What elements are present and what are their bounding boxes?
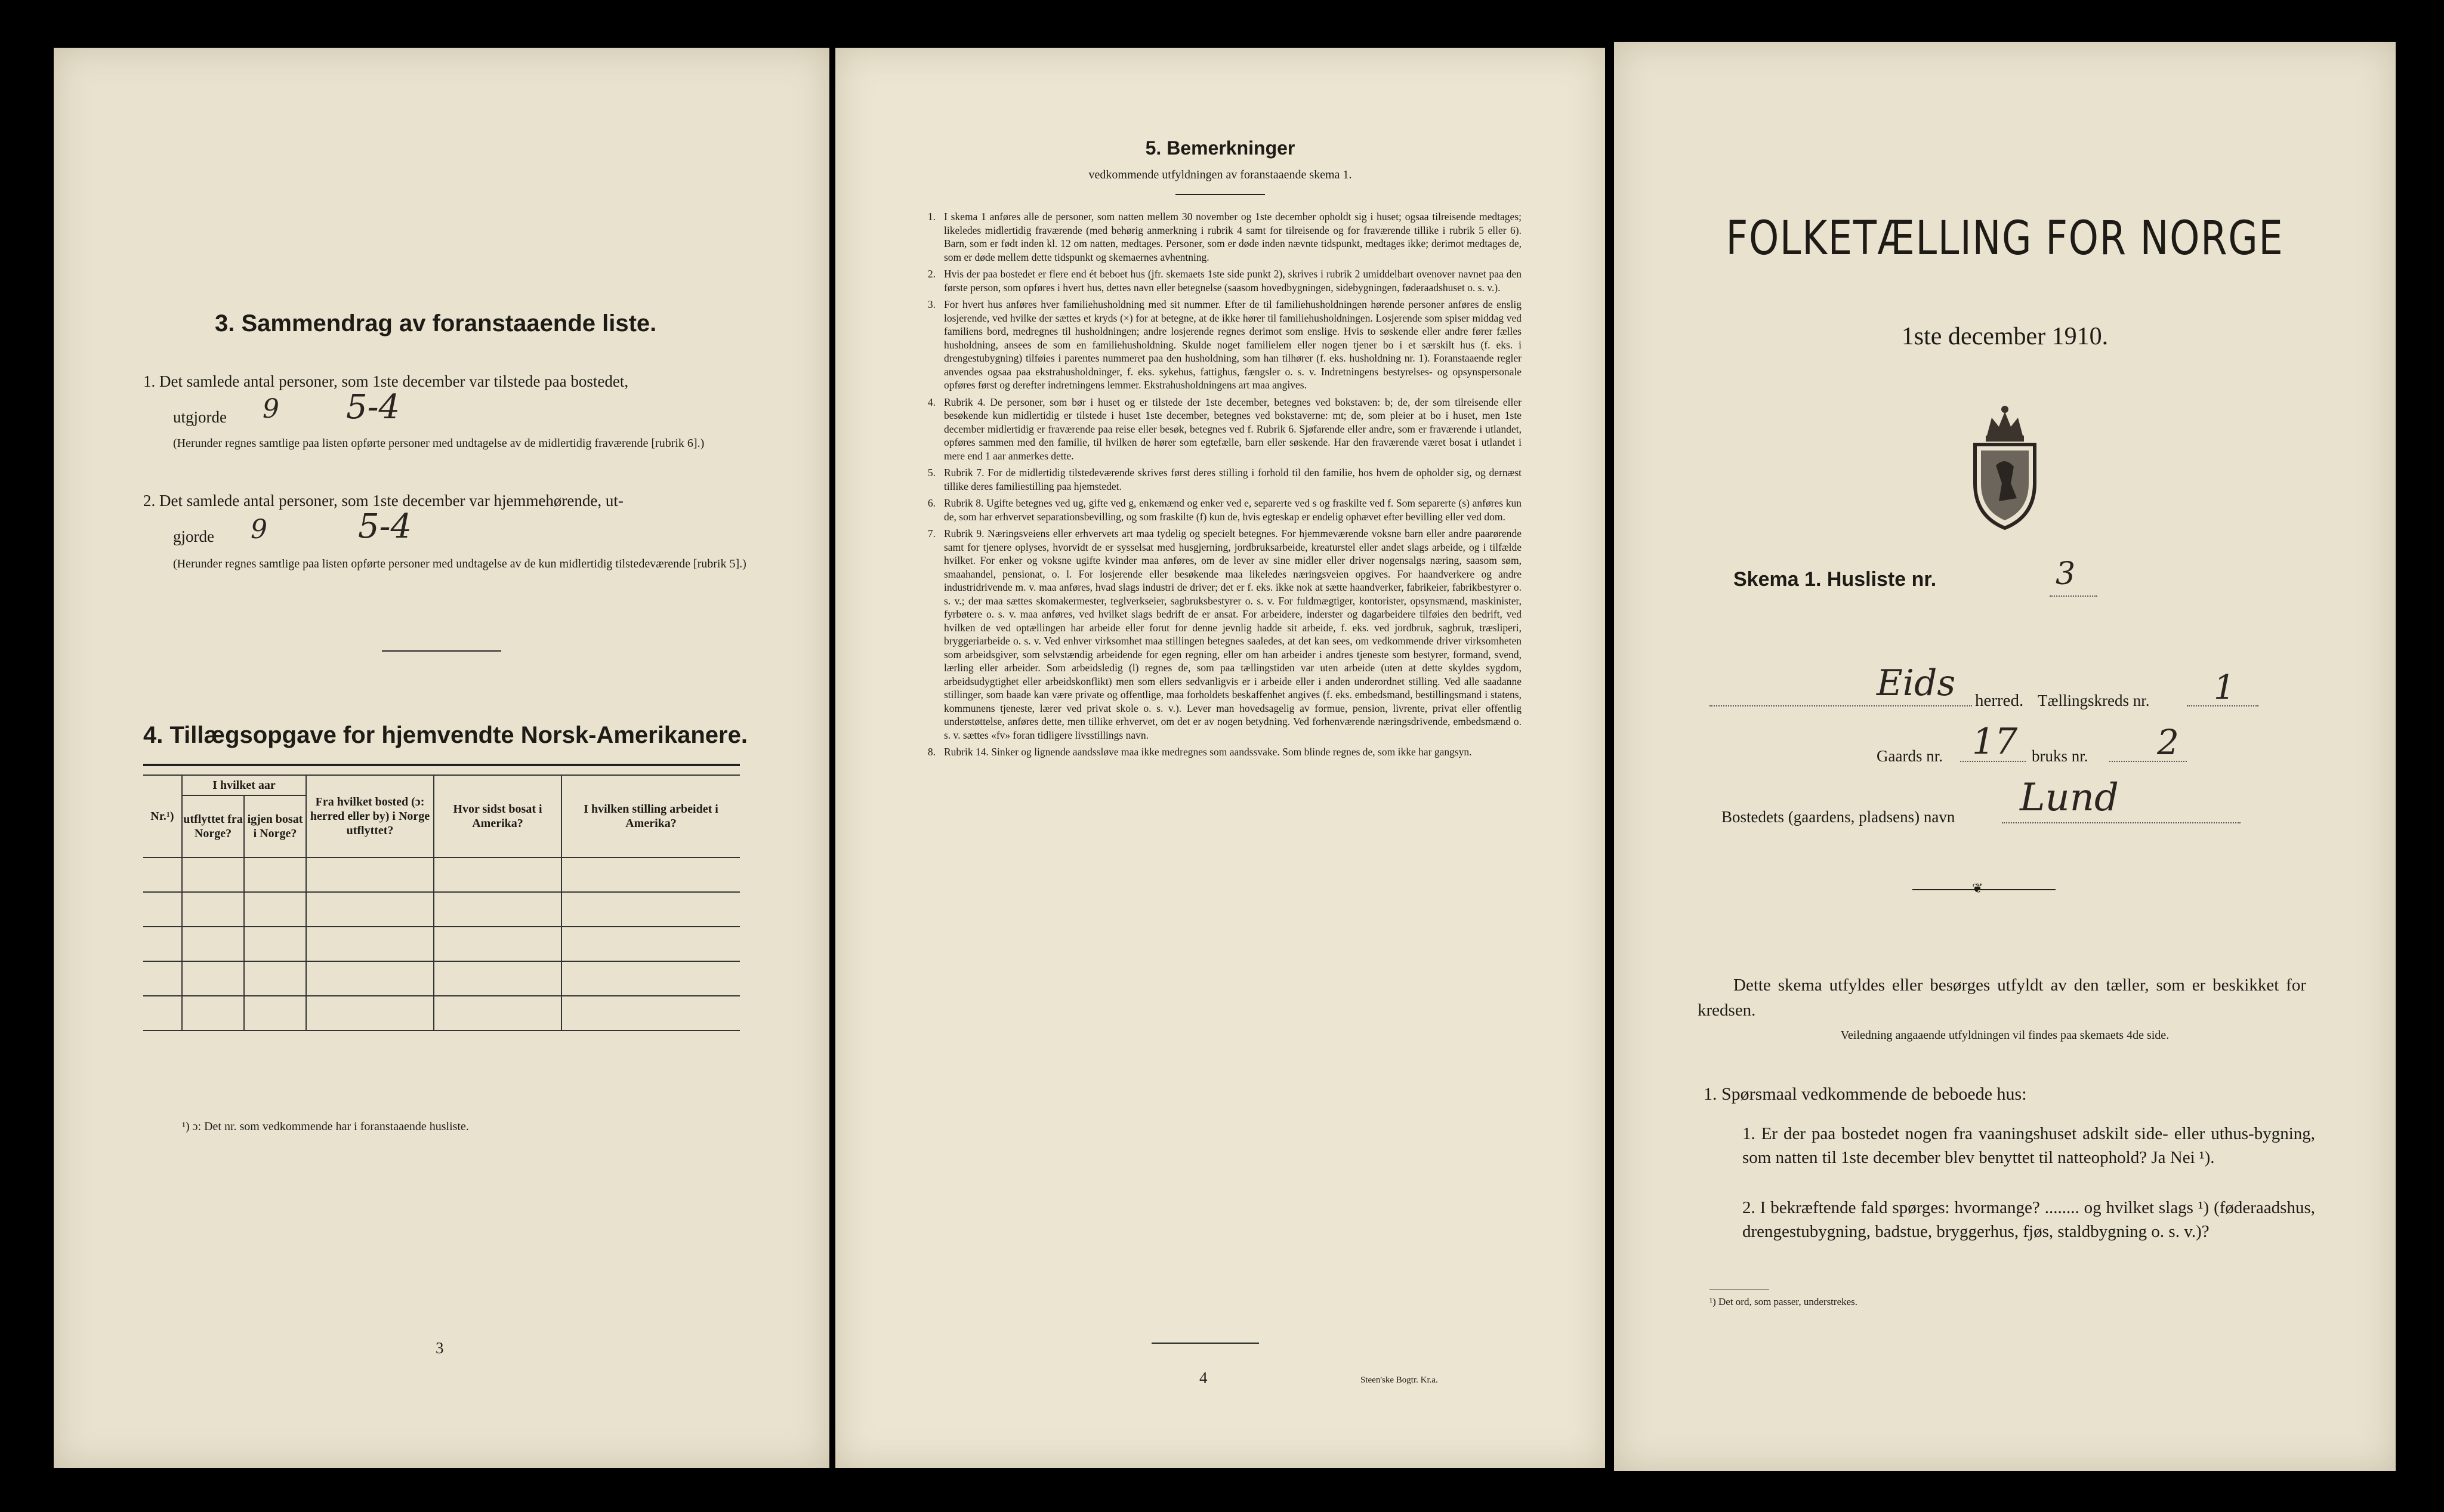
gaards-line bbox=[1960, 761, 2026, 762]
bruks-label: bruks nr. bbox=[2032, 747, 2088, 765]
note-item: 5. Rubrik 7. For de midlertidig tilstedeværende skrives først deres stilling i forhold til den familie, hos hvem de opholder sig, og dernæst tillike deres familiestilling paa hjemstedet. bbox=[927, 467, 1522, 492]
item1-value: 9 bbox=[263, 394, 279, 424]
table-row bbox=[143, 892, 740, 927]
census-date: 1ste december 1910. bbox=[1901, 323, 2109, 350]
item1-handwritten: 5-4 bbox=[346, 388, 400, 427]
gaards-value: 17 bbox=[1972, 721, 2018, 763]
table-row bbox=[143, 961, 740, 996]
remarks-title: 5. Bemerkninger bbox=[1145, 137, 1295, 159]
intro-text: Dette skema utfyldes eller besørges utfyldt av den tæller, som er beskikket for kredsen. bbox=[1698, 976, 2306, 1020]
table-row bbox=[143, 996, 740, 1030]
note-item: 4. Rubrik 4. De personer, som bør i huset og er tilstede der 1ste december, betegnes ved bokstaven: b; de, der som tilreisende eller besøkende kun midlertidig er tilstede i huset 1ste december, betegnes ved bokstaverne: mt; de, som pleier at bo i huset, men 1ste december midlertidig er fraværende paa reise eller besøk, betegnes ved f. Rubrik 6. Sjøfarende eller andre, som er fraværende i utlandet, opføres sammen med den familie, til hvilken de hører som egtefælle, barn eller søskende. Har den fraværende været bosat i utlandet i mere end 1 aar anmerkes dette. bbox=[927, 396, 1522, 462]
col-nr: Nr.¹) bbox=[143, 775, 182, 857]
note-item: 8. Rubrik 14. Sinker og lignende aandssløve maa ikke medregnes som aandssvake. Som blinde regnes de, som ikke har gangsyn. bbox=[927, 746, 1472, 758]
item2-value: 9 bbox=[251, 514, 267, 545]
section4-title: 4. Tillægsopgave for hjemvendte Norsk-Amerikanere. bbox=[143, 722, 748, 748]
item2-text: 2. Det samlede antal personer, som 1ste december var hjemmehørende, ut- bbox=[143, 492, 624, 510]
note-item: 2. Hvis der paa bostedet er flere end ét beboet hus (jfr. skemaets 1ste side punkt 2), skrives i rubrik 2 umiddelbart ovenover navnet paa den første person, som opføres i hvert hus, dettes navn eller betegnelse (saasom hovedbygningen, sidebygningen, føderaadshuset o. s. v.). bbox=[927, 268, 1522, 294]
question-1: 1. Er der paa bostedet nogen fra vaaningshuset adskilt side- eller uthus-bygning, som natten til 1ste december blev benyttet til natteophold? Ja Nei ¹). bbox=[1742, 1124, 2315, 1167]
col-stilling: I hvilken stilling arbeidet i Amerika? bbox=[561, 775, 740, 857]
table-row bbox=[143, 857, 740, 892]
herred-line bbox=[1709, 705, 1972, 706]
remarks-list bbox=[919, 210, 1522, 763]
item1-text: 1. Det samlede antal personer, som 1ste december var tilstede paa bostedet, bbox=[143, 372, 629, 390]
husliste-line bbox=[2050, 595, 2097, 597]
q1-options: Ja Nei ¹). bbox=[2151, 1148, 2215, 1167]
item2-note: (Herunder regnes samtlige paa listen opførte personer med undtagelse av de kun midlertidig tilstedeværende [rubrik 5].) bbox=[173, 557, 746, 570]
page-left bbox=[54, 48, 829, 1468]
kreds-value: 1 bbox=[2214, 668, 2235, 707]
col-fra-bosted: Fra hvilket bosted (ɔ: herred eller by) i Norge utflyttet? bbox=[306, 775, 434, 857]
col-group-year: I hvilket aar bbox=[182, 775, 306, 795]
footnote: ¹) ɔ: Det nr. som vedkommende har i foranstaaende husliste. bbox=[182, 1120, 469, 1133]
bruks-value: 2 bbox=[2157, 722, 2179, 763]
question-header: 1. Spørsmaal vedkommende de beboede hus: bbox=[1704, 1084, 2027, 1104]
item1-note: (Herunder regnes samtlige paa listen opførte personer med undtagelse av de midlertidig fraværende [rubrik 6].) bbox=[173, 437, 705, 450]
kreds-label: Tællingskreds nr. bbox=[2038, 692, 2150, 709]
note-item: 1. I skema 1 anføres alle de personer, som natten mellem 30 november og 1ste december opholdt sig i huset; ogsaa tilreisende medtages; likeledes midlertidig fraværende (med behørig anmerkning i rubrik 4 samt for tilreisende og for fraværende tillike i rubrik 5 eller 6). Barn, som er født inden kl. 12 om natten, medtages. Personer, som er døde inden nævnte tidspunkt, medtages ikke; derimot medtages de, som er døde mellem dette tidspunkt og skemaernes avhentning. bbox=[927, 211, 1522, 263]
gaards-label: Gaards nr. bbox=[1877, 747, 1943, 765]
herred-label: herred. bbox=[1975, 691, 2024, 710]
bosted-line bbox=[2002, 822, 2241, 823]
page-number: 3 bbox=[436, 1339, 444, 1357]
item2-prefix: gjorde bbox=[173, 527, 214, 545]
ornament-icon: ❦ bbox=[1972, 881, 1983, 896]
bruks-line bbox=[2109, 761, 2187, 762]
census-title: FOLKETÆLLING FOR NORGE bbox=[1726, 212, 2284, 266]
divider bbox=[1152, 1343, 1259, 1344]
bosted-label: Bostedets (gaardens, pladsens) navn bbox=[1721, 808, 1955, 826]
remarks-subtitle: vedkommende utfyldningen av foranstaaende skema 1. bbox=[1088, 168, 1352, 181]
col-igjen-bosat: igjen bosat i Norge? bbox=[244, 795, 306, 857]
husliste-nr: 3 bbox=[2056, 556, 2076, 592]
printer-mark: Steen'ske Bogtr. Kr.a. bbox=[1360, 1375, 1438, 1385]
coat-of-arms-icon bbox=[1963, 394, 2047, 531]
divider bbox=[1912, 889, 2056, 890]
norsk-amerikanere-table bbox=[143, 774, 740, 1031]
bosted-value: Lund bbox=[2020, 776, 2119, 820]
page-middle bbox=[835, 48, 1605, 1468]
col-sidst-bosat: Hvor sidst bosat i Amerika? bbox=[434, 775, 561, 857]
table-row bbox=[143, 927, 740, 961]
section3-title: 3. Sammendrag av foranstaaende liste. bbox=[215, 310, 657, 337]
page-right bbox=[1614, 42, 2396, 1471]
divider bbox=[382, 650, 501, 652]
skema-label: Skema 1. Husliste nr. bbox=[1733, 568, 1937, 591]
item2-handwritten: 5-4 bbox=[358, 507, 412, 546]
note-item: 7. Rubrik 9. Næringsveiens eller erhvervets art maa tydelig og specielt betegnes. For hjemmeværende voksne barn eller andre paarørende samt for tjenere oplyses, hvorvidt de er sysselsat med husgjerning, jordbruksarbeide, kreaturstel eller andet slags arbeide, og i tilfælde hvilket. For enker og voksne ugifte kvinder maa anføres, om de lever av sine midler eller driver nogensalgs næring, saasom søm, smaahandel, pensionat, o. l. For losjerende eller besøkende maa likeledes næringsveien opgives. For haandverkere og andre industridrivende m. v. maa anføres, hvad slags industri de driver; det er f. eks. ikke nok at sætte haandverker, fabrikeier, fabrikbestyrer o. s. v.; der maa sættes skomakermester, teglverkseier, sagbruksbestyrer o. s. v. For fuldmægtiger, kontorister, opsynsmænd, maskinister, fyrbøtere o. s. v. maa anføres, ved hvilket slags bedrift de er ansat. For arbeidere, inderster og dagarbeidere tilføies den bedrift, ved hvilken de ved optællingen har arbeide eller forut for denne jevnlig hadde sit arbeide, f. eks. ved jordbruk, sagbruk, træsliperi, bryggeriarbeide o. s. v. Ved enhver virksomhet maa stillingen betegnes saaledes, at det kan sees, om vedkommende driver virksomheten som arbeidsgiver, som selvstændig arbeidende for egen regning, eller om han arbeider i andres tjeneste som bestyrer, formand, svend, lærling eller arbeider. Som arbeidsledig (l) regnes de, som paa tællingstiden var uten arbeide (uten at dette skyldes sygdom, arbeidsudygtighet eller arbeidskonflikt) men som ellers sedvanligvis er i arbeide eller i anden underordnet stilling. Ved alle saadanne stillinger, som baade kan være private og offentlige, maa forholdets beskaffenhet angives (f. eks. embedsmand, bestillingsmand i statens, kommunens tjeneste, lærer ved privat skole o. s. v.). Lever man hovedsagelig av formue, pension, livrente, privat eller offentlig understøttelse, anføres dette, men tillike erhvervet, om det er av nogen betydning. Ved forhenværende næringsdrivende, embedsmænd o. s. v. sættes «fv» foran tidligere livsstillings navn. bbox=[927, 527, 1522, 741]
question-2: 2. I bekræftende fald spørges: hvormange? ........ og hvilket slags ¹) (føderaadshus, drengestubygning, badstue, bryggerhus, fjøs, staldbygning o. s. v.)? bbox=[1742, 1198, 2315, 1241]
intro-small: Veiledning angaaende utfyldningen vil findes paa skemaets 4de side. bbox=[1840, 1029, 2170, 1042]
footnote: ¹) Det ord, som passer, understrekes. bbox=[1709, 1296, 1858, 1307]
col-utflyttet: utflyttet fra Norge? bbox=[182, 795, 244, 857]
note-item: 3. For hvert hus anføres hver familiehusholdning med sit nummer. Efter de til familiehusholdningen hørende personer anføres de enslig losjerende, ved hvilke der sættes et kryds (×) for at betegne, at de ikke hører til familiehusholdningen. Losjerende som spiser middag ved familiens bord, medregnes til husholdningen; andre losjerende regnes derimot som enslige. Hvis to søskende eller andre fører fælles husholdning, ansees de som en familiehusholdning. Skulde noget familielem eller nogen tjener bo i et særskilt hus (f. eks. i drengestubygning) tilføies i parentes nummeret paa den husholdning, som han tilhører (f. eks. husholdning nr. 1). Foranstaaende regler anvendes ogsaa paa ekstrahusholdninger, f. eks. sykehus, fattighus, fængsler o. s. v. Indretningens bestyrelses- og opsynspersonale opføres først og derefter indretningens lemmer. Ekstrahusholdningens art maa angives. bbox=[927, 298, 1522, 391]
divider bbox=[1175, 194, 1265, 195]
table-top-rule bbox=[143, 764, 740, 766]
item1-prefix: utgjorde bbox=[173, 408, 227, 426]
page-number: 4 bbox=[1199, 1369, 1208, 1387]
kreds-line bbox=[2187, 705, 2258, 706]
note-item: 6. Rubrik 8. Ugifte betegnes ved ug, gifte ved g, enkemænd og enker ved e, separerte ved s og fraskilte ved f. Som separerte (s) anføres kun de, som har erhvervet separationsbevilling, og som fraskilte (f) kun de, hvis egteskap er endelig ophævet efter bevilling eller ved dom. bbox=[927, 497, 1522, 523]
herred-value: Eids bbox=[1877, 662, 1956, 704]
